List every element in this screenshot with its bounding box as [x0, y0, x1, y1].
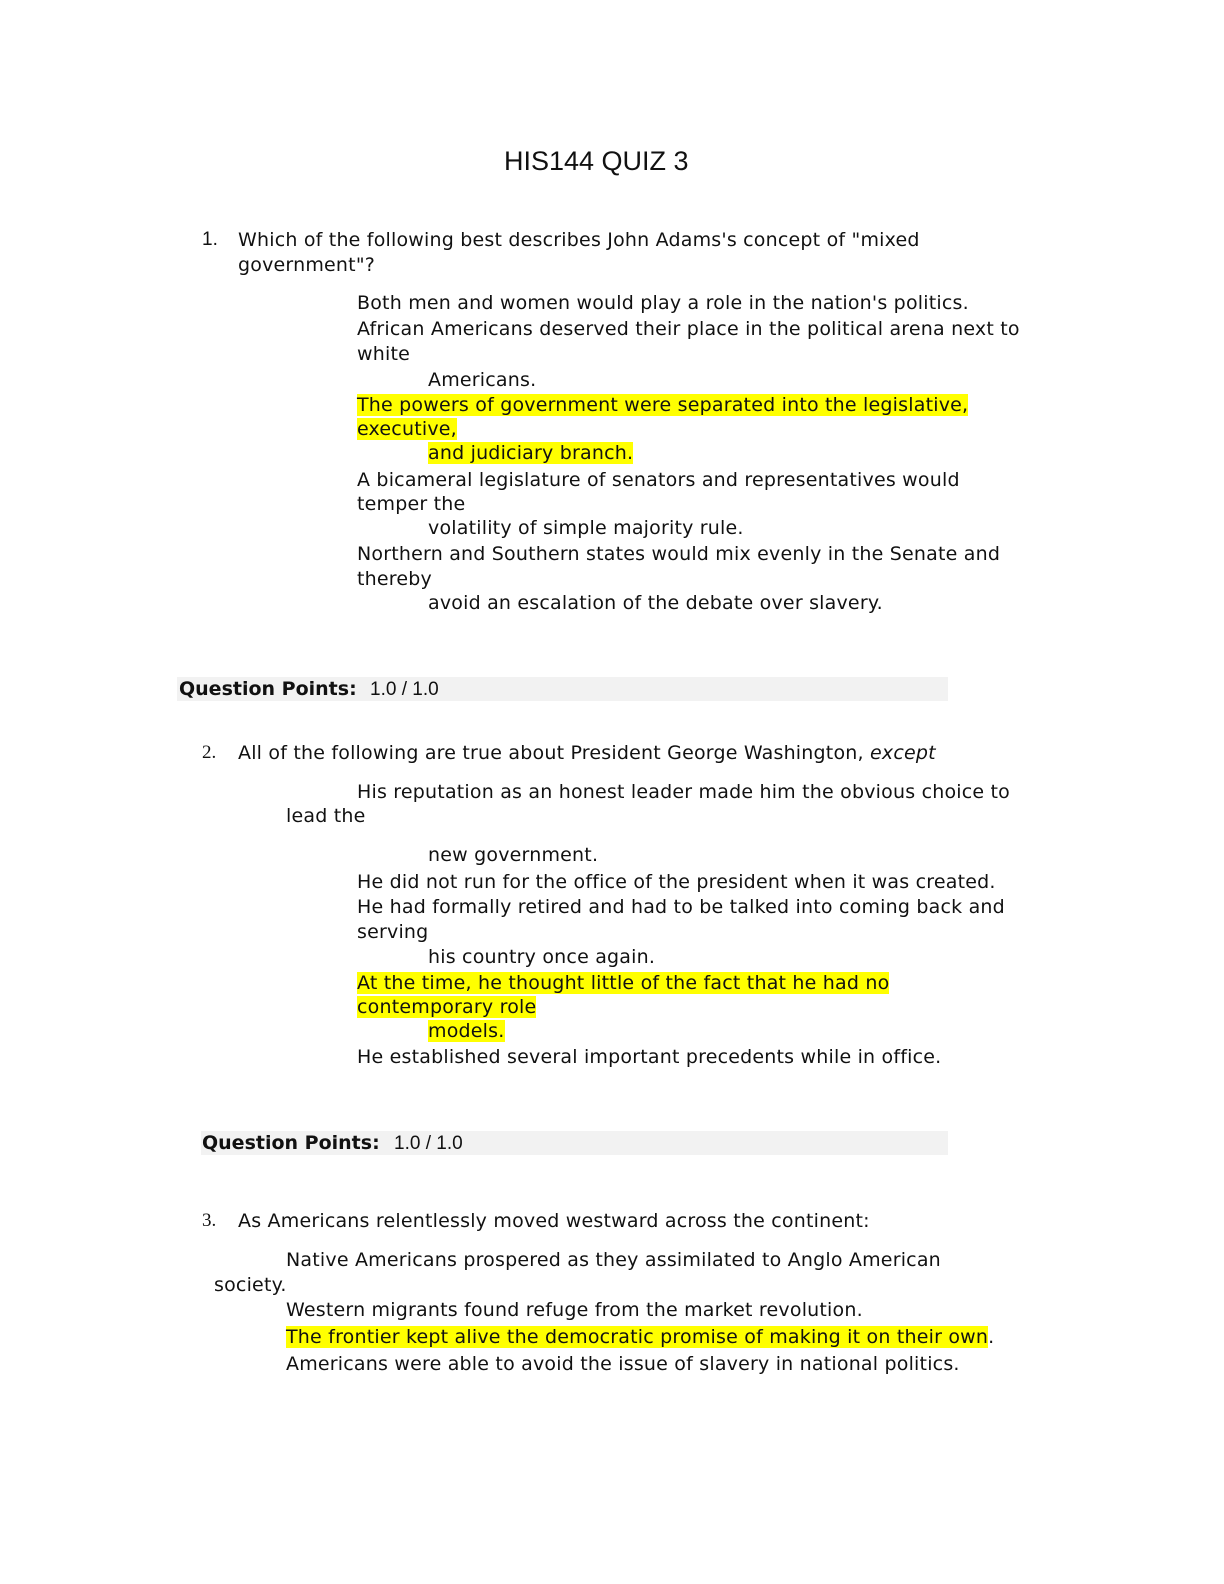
- answer-highlight: and judiciary branch.: [428, 442, 634, 464]
- q3-option-1-cont: society.: [214, 1274, 287, 1296]
- q2-option-4-cont: [428, 1019, 505, 1043]
- q2-option-4-cont: [357, 995, 536, 1019]
- q1-option-5[interactable]: Northern and Southern states would mix evenly in the Senate and: [357, 543, 1001, 565]
- points-value: 1.0 / 1.0: [370, 679, 439, 700]
- q2-option-4-selected[interactable]: [357, 971, 889, 995]
- points-label: Question Points:: [202, 1132, 380, 1154]
- q1-option-5-cont: thereby: [357, 568, 432, 590]
- q1-option-2[interactable]: African Americans deserved their place in the political arena next to: [357, 318, 1020, 340]
- q2-option-5[interactable]: He established several important precedents while in office.: [357, 1046, 942, 1068]
- question-2-text-main: All of the following are true about President George Washington,: [238, 742, 870, 764]
- page-title: HIS144 QUIZ 3: [504, 146, 689, 176]
- question-1-points-bar: [177, 677, 948, 701]
- question-2-text: [238, 742, 936, 764]
- q1-option-3-cont: [357, 417, 457, 441]
- q1-option-2-cont: white: [357, 343, 410, 365]
- answer-highlight: models.: [428, 1020, 505, 1042]
- question-1-text-cont: government"?: [238, 254, 376, 276]
- question-2-points-bar: [201, 1131, 948, 1155]
- q3-option-2[interactable]: Western migrants found refuge from the market revolution.: [286, 1299, 863, 1321]
- q2-option-3-cont: serving: [357, 921, 429, 943]
- points-label: Question Points:: [179, 678, 357, 700]
- q1-option-1[interactable]: Both men and women would play a role in the nation's politics.: [357, 292, 969, 314]
- q1-option-4-cont: temper the: [357, 493, 466, 515]
- q1-option-3-cont: [428, 441, 633, 465]
- points-value: 1.0 / 1.0: [394, 1133, 463, 1154]
- q1-option-5-cont: avoid an escalation of the debate over slavery.: [428, 592, 883, 614]
- q2-option-2[interactable]: He did not run for the office of the president when it was created.: [357, 871, 996, 893]
- q3-option-3-selected[interactable]: [286, 1325, 994, 1349]
- answer-highlight: contemporary role: [357, 996, 537, 1018]
- q2-option-3[interactable]: He had formally retired and had to be talked into coming back and: [357, 896, 1005, 918]
- q2-option-1-cont: lead the: [286, 805, 366, 827]
- q3-option-1[interactable]: Native Americans prospered as they assimilated to Anglo American: [286, 1249, 941, 1271]
- question-3-number: 3.: [202, 1210, 217, 1231]
- q3-option-4[interactable]: Americans were able to avoid the issue of slavery in national politics.: [286, 1353, 960, 1375]
- q1-option-2-cont: Americans.: [428, 369, 537, 391]
- answer-highlight: The frontier kept alive the democratic promise of making it on their own: [286, 1326, 989, 1348]
- q3-option-3-period: .: [988, 1326, 995, 1348]
- q2-option-1[interactable]: His reputation as an honest leader made him the obvious choice to: [357, 781, 1011, 803]
- question-1-text: Which of the following best describes John Adams's concept of "mixed: [238, 229, 920, 251]
- q1-option-3-selected[interactable]: [357, 393, 968, 417]
- answer-highlight: executive,: [357, 418, 457, 440]
- question-2-number: 2.: [202, 742, 217, 763]
- question-1-number: 1.: [202, 229, 218, 250]
- q2-option-1-cont: new government.: [428, 844, 599, 866]
- answer-highlight: At the time, he thought little of the fact that he had no: [357, 972, 890, 994]
- q1-option-4-cont: volatility of simple majority rule.: [428, 517, 744, 539]
- answer-highlight: The powers of government were separated into the legislative,: [357, 394, 969, 416]
- question-3-text: As Americans relentlessly moved westward across the continent:: [238, 1210, 870, 1232]
- q1-option-4[interactable]: A bicameral legislature of senators and representatives would: [357, 469, 960, 491]
- q2-option-3-cont: his country once again.: [428, 946, 656, 968]
- question-2-emphasis: except: [869, 742, 936, 764]
